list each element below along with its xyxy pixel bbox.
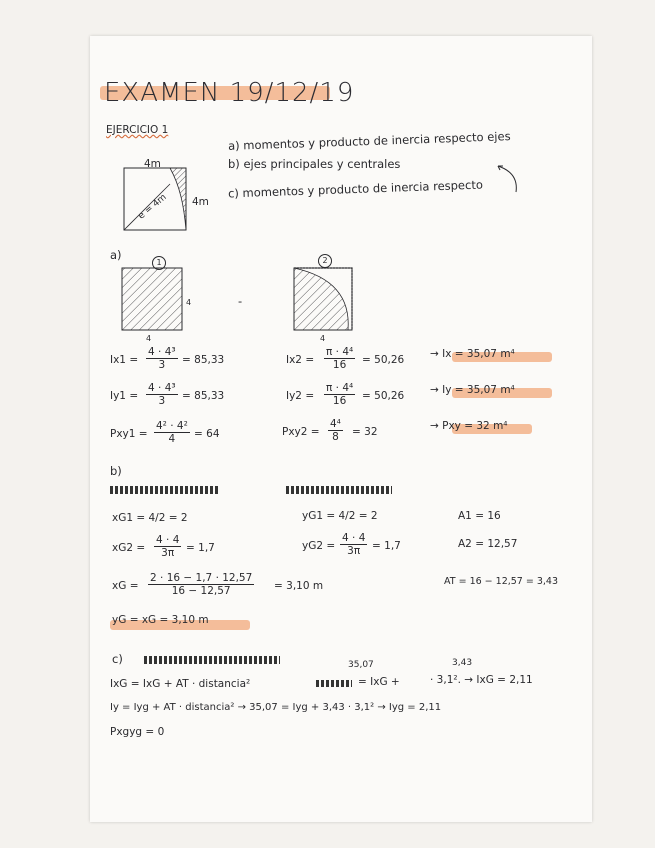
figure-2-number: 2: [318, 254, 332, 268]
figure-right-label: 4m: [192, 196, 209, 208]
notebook-page: [90, 36, 592, 822]
pxy-final: → Pxy = 32 m⁴: [430, 420, 508, 432]
xg2-denominator: 3π: [161, 547, 175, 559]
iy1-fraction: [146, 382, 178, 407]
figure-1-side-bottom: 4: [146, 334, 152, 343]
ix2-denominator: 16: [332, 359, 347, 371]
pxy1-fraction: [154, 420, 190, 445]
xg1-equation: xG1 = 4/2 = 2: [112, 512, 188, 524]
figure-1-side-right: 4: [186, 298, 192, 307]
pxy2-numerator: 4⁴: [330, 418, 341, 430]
figure-1-number: 1: [152, 256, 166, 270]
ix1-result: = 85,33: [182, 354, 225, 366]
a1-equation: A1 = 16: [458, 510, 501, 522]
iy2-fraction: [324, 382, 355, 407]
ix1-numerator: 4 · 4³: [148, 346, 176, 358]
pxy2-lhs: Pxy2 =: [282, 426, 320, 438]
iy2-result: = 50,26: [362, 390, 405, 402]
c-line-1b: = IxG +: [358, 676, 400, 688]
ix2-fraction: [324, 346, 355, 371]
xg2-lhs: xG2 =: [112, 542, 146, 554]
crossed-out-text-3: [144, 656, 280, 664]
ix1-fraction: [146, 346, 178, 371]
ix2-result: = 50,26: [362, 354, 405, 366]
question-b: b) ejes principales y centrales: [228, 157, 401, 171]
figure-square-1: [120, 264, 190, 336]
iy2-lhs: Iy2 =: [286, 390, 315, 402]
xg-denominator: 16 − 12,57: [171, 585, 231, 597]
yg2-lhs: yG2 =: [302, 540, 336, 552]
question-c: c) momentos y producto de inercia respecto: [227, 177, 484, 201]
part-a-label: a): [110, 248, 122, 262]
pxy1-lhs: Pxy1 =: [110, 428, 148, 440]
c-line-2: Iy = Iyg + AT · distancia² → 35,07 = Iyg + 3,43 · 3,1² → Iyg = 2,11: [110, 702, 442, 713]
xg-numerator: 2 · 16 − 1,7 · 12,57: [150, 572, 253, 584]
a2-equation: A2 = 12,57: [458, 538, 518, 550]
ix2-numerator: π · 4⁴: [326, 346, 354, 358]
crossed-out-text-2: [286, 486, 392, 494]
at-equation: AT = 16 − 12,57 = 3,43: [444, 576, 558, 587]
figure-2-side-bottom: 4: [320, 334, 326, 343]
note-3-43: 3,43: [452, 658, 473, 668]
yg2-numerator: 4 · 4: [342, 532, 366, 544]
figure-square-2: [292, 264, 362, 336]
crossed-out-text-4: [316, 680, 352, 687]
pxy1-result: = 64: [194, 428, 220, 440]
ix1-denominator: 3: [158, 359, 166, 371]
ix1-lhs: Ix1 =: [110, 354, 139, 366]
question-a: a) momentos y producto de inercia respecto ejes: [227, 129, 511, 153]
yg1-equation: yG1 = 4/2 = 2: [302, 510, 378, 522]
pxy1-numerator: 4² · 4²: [156, 420, 188, 432]
curved-arrow-icon: [490, 164, 520, 194]
iy1-denominator: 3: [158, 395, 166, 407]
c-line-3: Pxgyg = 0: [110, 726, 165, 738]
yg2-result: = 1,7: [372, 540, 401, 552]
yg2-fraction: [340, 532, 367, 557]
pxy2-denominator: 8: [332, 431, 339, 443]
pxy1-denominator: 4: [168, 433, 176, 445]
page-title: EXAMEN 19/12/19: [104, 78, 355, 108]
part-b-label: b): [110, 464, 122, 478]
c-line-1: IxG = IxG + AT · distancia²: [110, 678, 251, 690]
yg2-denominator: 3π: [347, 545, 361, 557]
xg-fraction: [148, 572, 254, 597]
minus-sign: -: [238, 294, 243, 308]
ix-final: → Ix = 35,07 m⁴: [430, 348, 515, 360]
crossed-out-text-1: [110, 486, 220, 494]
pxy2-result: = 32: [352, 426, 378, 438]
iy1-result: = 85,33: [182, 390, 225, 402]
iy-final: → Iy = 35,07 m⁴: [430, 384, 515, 396]
c-line-1c: · 3,1². → IxG = 2,11: [430, 674, 533, 686]
xg2-numerator: 4 · 4: [156, 534, 180, 546]
xg2-fraction: [154, 534, 181, 559]
iy2-denominator: 16: [332, 395, 347, 407]
xg-result: = 3,10 m: [274, 580, 324, 592]
iy1-lhs: Iy1 =: [110, 390, 139, 402]
ix2-lhs: Ix2 =: [286, 354, 315, 366]
xg-lhs: xG =: [112, 580, 139, 592]
note-35-07: 35,07: [348, 660, 374, 670]
figure-top-label: 4m: [144, 158, 161, 170]
figure-radius-label: e = 4m: [136, 192, 169, 222]
iy1-numerator: 4 · 4³: [148, 382, 176, 394]
exercise-heading: EJERCICIO 1: [106, 124, 169, 136]
yg-equation: yG = xG = 3,10 m: [112, 614, 209, 626]
iy2-numerator: π · 4⁴: [326, 382, 354, 394]
xg2-result: = 1,7: [186, 542, 215, 554]
part-c-label: c): [112, 652, 123, 666]
pxy2-fraction: [328, 418, 343, 443]
